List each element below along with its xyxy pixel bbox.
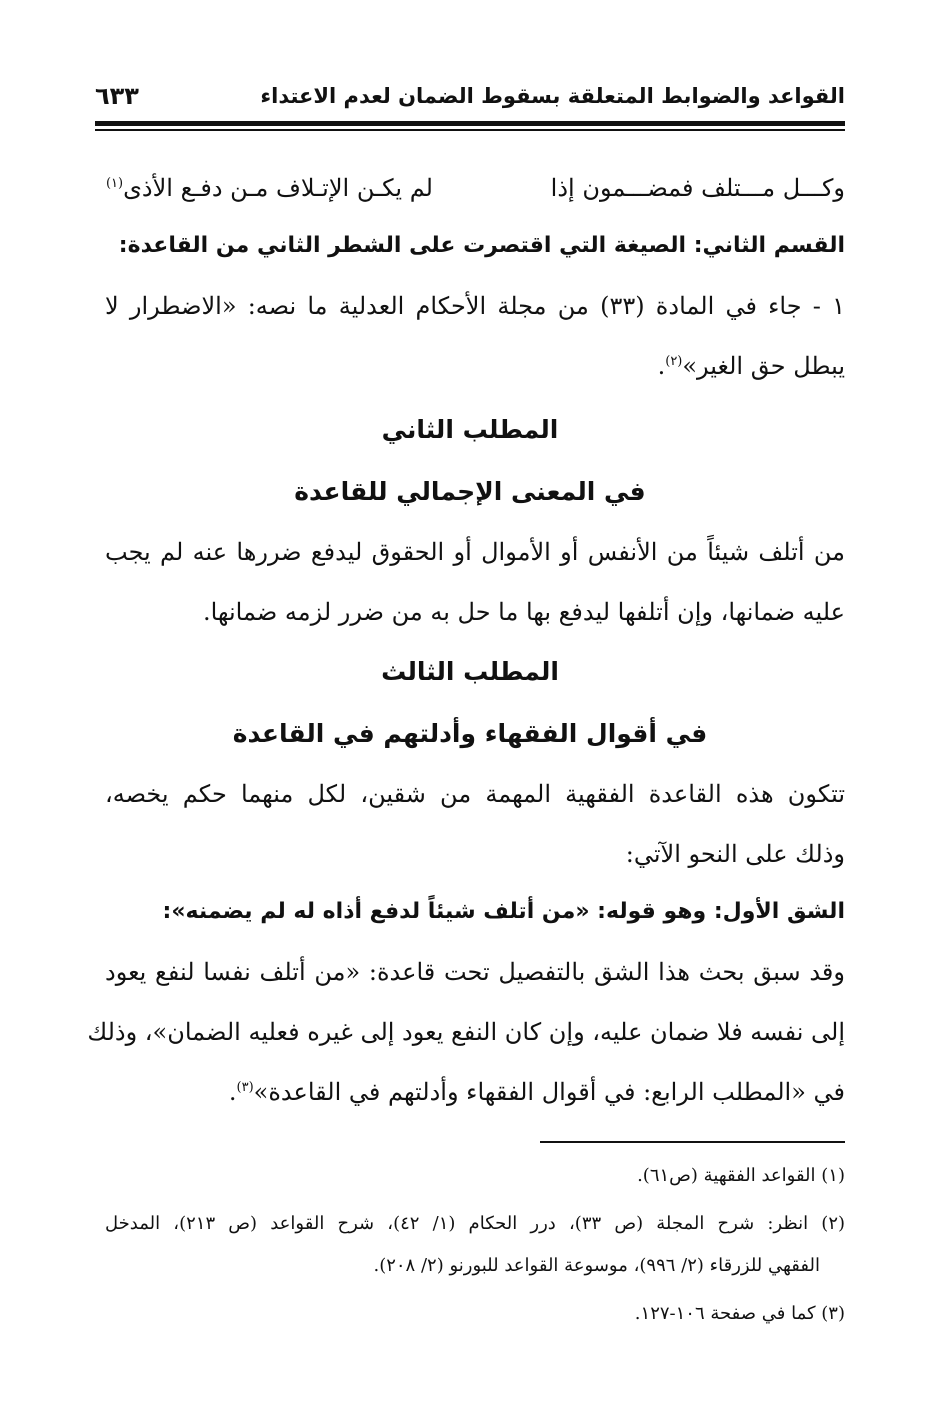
para-2-line-2: عليه ضمانها، وإن أتلفها ليدفع بها ما حل به من ضرر لزمه ضمانها. xyxy=(202,598,845,626)
para-4-end-mark: . xyxy=(228,1078,237,1106)
footnote-2-line-2: الفقهي للزرقاء (٢/ ٩٩٦)، موسوعة القواعد للبورنو (٢/ ٢٠٨). xyxy=(373,1255,820,1276)
item-1-line-2 xyxy=(105,346,845,386)
para-4-line-3 xyxy=(105,1072,845,1112)
item-1-line-2-text: يبطل حق الغير» xyxy=(682,352,845,380)
verse-second-hemistich-text: لم يكـن الإتـلاف مـن دفـع الأذى xyxy=(123,174,433,202)
heading-matlab-2-subtitle: في المعنى الإجمالي للقاعدة xyxy=(294,477,646,506)
footnote-marker-2: (٢) xyxy=(665,354,683,369)
para-3-line-2: وذلك على النحو الآتي: xyxy=(625,840,845,868)
page-number: ٦٣٣ xyxy=(95,82,139,110)
verse-first-hemistich: وكـــل مـــتلف فمضـــمون إذا xyxy=(550,174,845,202)
para-2-line-1: من أتلف شيئاً من الأنفس أو الأموال أو الحقوق ليدفع ضررها عنه لم يجب xyxy=(105,538,845,566)
header-rule-thin xyxy=(95,129,845,131)
footnote-3: (٣) كما في صفحة ١٠٦-١٢٧. xyxy=(634,1303,845,1324)
footnote-separator xyxy=(540,1141,845,1143)
footnote-1: (١) القواعد الفقهية (ص٦١). xyxy=(637,1165,845,1186)
para-4-line-1: وقد سبق بحث هذا الشق بالتفصيل تحت قاعدة: «من أتلف نفسا لنفع يعود xyxy=(105,958,845,986)
para-4-line-3-text: في «المطلب الرابع: في أقوال الفقهاء وأدلتهم في القاعدة» xyxy=(253,1078,845,1106)
running-header-title: القواعد والضوابط المتعلقة بسقوط الضمان لعدم الاعتداء xyxy=(260,84,845,108)
para-3-line-1: تتكون هذه القاعدة الفقهية المهمة من شقين، لكل منهما حكم يخصه، xyxy=(105,780,846,808)
poem-verse xyxy=(105,168,845,208)
footnote-marker-3: (٣) xyxy=(236,1080,254,1095)
para-4-line-2: إلى نفسه فلا ضمان عليه، وإن كان النفع يعود إلى غيره فعليه الضمان»، وذلك xyxy=(87,1018,845,1046)
heading-matlab-2: المطلب الثاني xyxy=(381,415,559,444)
footnote-2-line-1: (٢) انظر: شرح المجلة (ص ٣٣)، درر الحكام (١/ ٤٢)، شرح القواعد (ص ٢١٣)، المدخل xyxy=(105,1213,846,1234)
running-header xyxy=(95,78,845,118)
verse-second-hemistich xyxy=(106,168,433,208)
part-1-title: الشق الأول: وهو قوله: «من أتلف شيئاً لدفع أذاه له لم يضمنه»: xyxy=(162,899,845,924)
heading-matlab-3-subtitle: في أقوال الفقهاء وأدلتهم في القاعدة xyxy=(232,719,708,748)
header-rule-thick xyxy=(95,121,845,126)
item-1-end-mark: . xyxy=(657,352,666,380)
footnote-marker-1: (١) xyxy=(105,176,124,191)
item-1-line-1: ١ - جاء في المادة (٣٣) من مجلة الأحكام العدلية ما نصه: «الاضطرار لا xyxy=(105,292,845,320)
heading-matlab-3: المطلب الثالث xyxy=(381,657,559,686)
section-2-title: القسم الثاني: الصيغة التي اقتصرت على الشطر الثاني من القاعدة: xyxy=(118,233,845,258)
